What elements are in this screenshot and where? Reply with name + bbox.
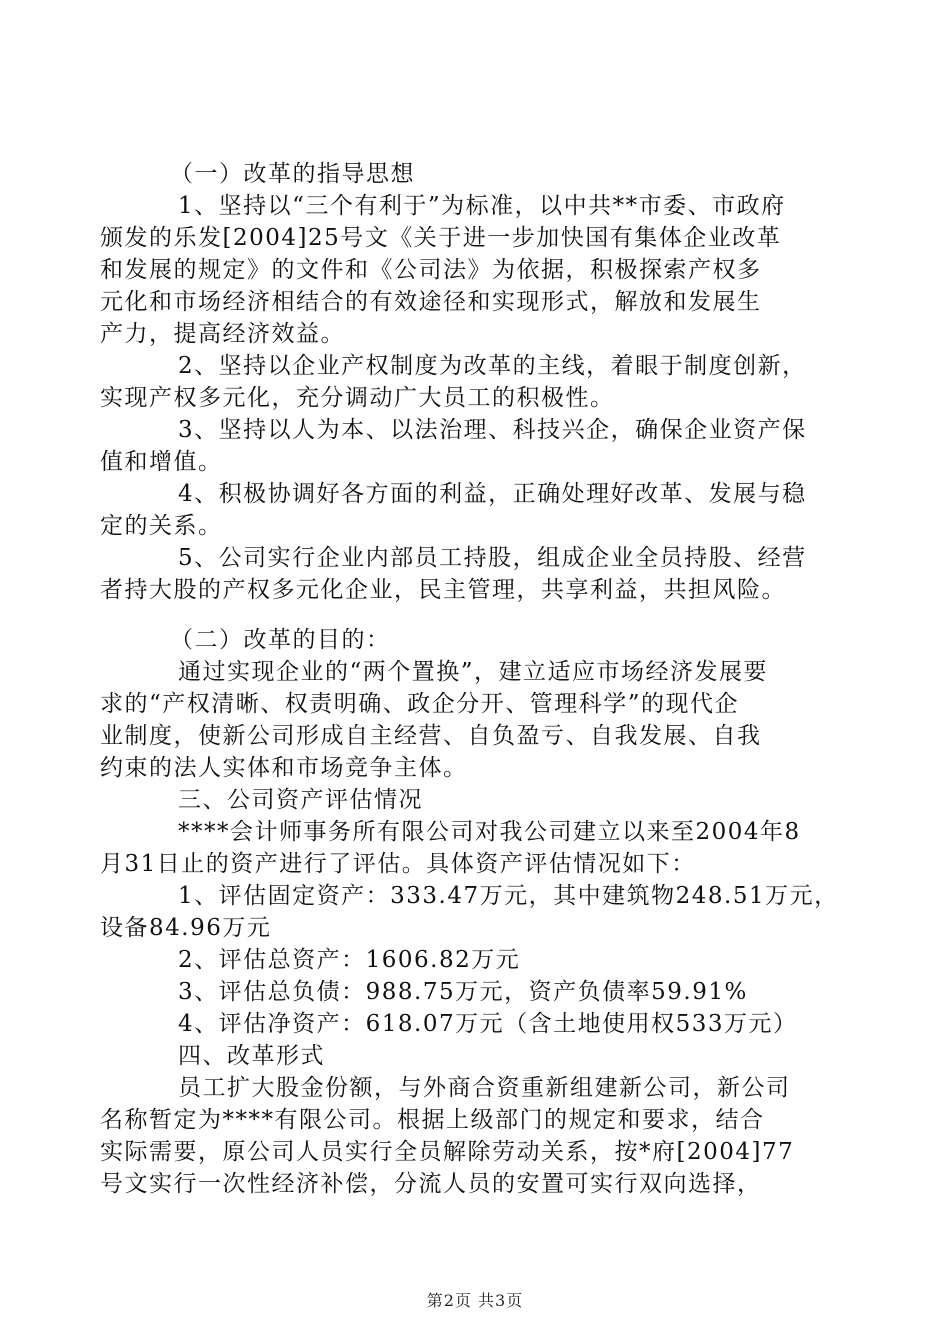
paragraph-line: 实际需要，原公司人员实行全员解除劳动关系，按*府[2004]77 xyxy=(100,1139,795,1165)
document-body xyxy=(100,158,850,1200)
paragraph-line: 月31日止的资产进行了评估。具体资产评估情况如下： xyxy=(100,851,696,877)
paragraph-line: 业制度，使新公司形成自主经营、自负盈亏、自我发展、自我 xyxy=(100,723,762,749)
paragraph-line: 3、评估总负债：988.75万元，资产负债率59.91% xyxy=(178,979,748,1005)
section-3-heading: 三、公司资产评估情况 xyxy=(178,787,423,813)
paragraph-line: 1、坚持以“三个有利于”为标准，以中共**市委、市政府 xyxy=(178,193,786,219)
paragraph-line: 定的关系。 xyxy=(100,513,223,539)
page-footer: 第2页 共3页 xyxy=(426,1291,524,1310)
section-2-heading: （二）改革的目的： xyxy=(170,627,391,653)
paragraph-line: 产力，提高经济效益。 xyxy=(100,321,345,347)
paragraph-line: 实现产权多元化，充分调动广大员工的积极性。 xyxy=(100,385,615,411)
paragraph-line: 员工扩大股金份额，与外商合资重新组建新公司，新公司 xyxy=(178,1075,791,1101)
paragraph-line: 求的“产权清晰、权责明确、政企分开、管理科学”的现代企 xyxy=(100,691,740,717)
paragraph-line: ****会计师事务所有限公司对我公司建立以来至2004年8 xyxy=(178,819,801,845)
paragraph-line: 2、评估总资产：1606.82万元 xyxy=(178,947,521,973)
paragraph-line: 4、评估净资产：618.07万元（含土地使用权533万元） xyxy=(178,1011,798,1037)
section-spacer xyxy=(100,606,850,624)
paragraph-line: 通过实现企业的“两个置换”，建立适应市场经济发展要 xyxy=(178,659,769,685)
paragraph-line: 约束的法人实体和市场竞争主体。 xyxy=(100,755,468,781)
paragraph-line: 2、坚持以企业产权制度为改革的主线，着眼于制度创新， xyxy=(178,353,807,379)
paragraph-line: 元化和市场经济相结合的有效途径和实现形式，解放和发展生 xyxy=(100,289,762,315)
paragraph-line: 设备84.96万元 xyxy=(100,915,272,941)
paragraph-line: 4、积极协调好各方面的利益，正确处理好改革、发展与稳 xyxy=(178,481,807,507)
paragraph-line: 值和增值。 xyxy=(100,449,223,475)
paragraph-line: 5、公司实行企业内部员工持股，组成企业全员持股、经营 xyxy=(178,545,807,571)
paragraph-line: 者持大股的产权多元化企业，民主管理，共享利益，共担风险。 xyxy=(100,577,786,603)
section-4-heading: 四、改革形式 xyxy=(178,1043,325,1069)
paragraph-line: 名称暂定为****有限公司。根据上级部门的规定和要求，结合 xyxy=(100,1107,765,1133)
paragraph-line: 3、坚持以人为本、以法治理、科技兴企，确保企业资产保 xyxy=(178,417,807,443)
section-1-heading: （一）改革的指导思想 xyxy=(170,161,415,187)
paragraph-line: 1、评估固定资产：333.47万元，其中建筑物248.51万元， xyxy=(178,883,839,909)
paragraph-line: 号文实行一次性经济补偿，分流人员的安置可实行双向选择， xyxy=(100,1171,762,1197)
paragraph-line: 和发展的规定》的文件和《公司法》为依据，积极探索产权多 xyxy=(100,257,762,283)
paragraph-line: 颁发的乐发[2004]25号文《关于进一步加快国有集体企业改革 xyxy=(100,225,782,251)
